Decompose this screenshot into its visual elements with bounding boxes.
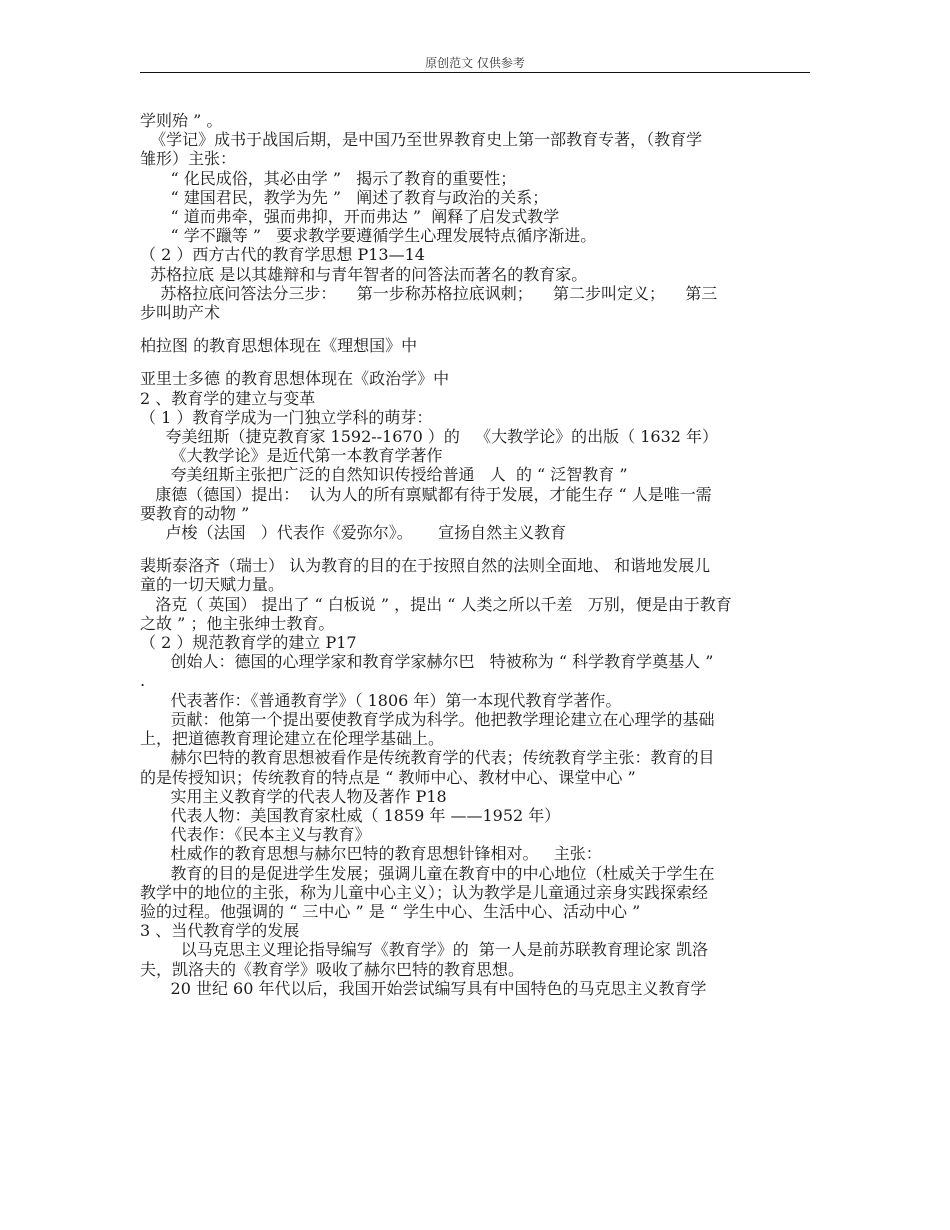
header-rule: [140, 72, 810, 73]
text-line: 亚里士多德 的教育思想体现在《政治学》中: [140, 369, 450, 389]
text-line: 卢梭（法国 ）代表作《爱弥尔》。 宣扬自然主义教育: [140, 523, 567, 543]
text-line: 童的一切天赋力量。: [140, 575, 285, 595]
text-line: 贡献：他第一个提出要使教育学成为科学。他把教学理论建立在心理学的基础: [140, 709, 715, 729]
blank-line: [140, 322, 810, 336]
text-line: 苏格拉底 是以其雄辩和与青年智者的问答法而著名的教育家。: [140, 264, 588, 284]
text-line: .: [140, 671, 146, 691]
text-line: 3 、当代教育学的发展: [140, 921, 300, 941]
text-line: 实用主义教育学的代表人物及著作 P18: [140, 786, 447, 806]
text-line: 苏格拉底问答法分三步： 第一步称苏格拉底讽刺； 第二步叫定义； 第三: [140, 283, 718, 303]
blank-line: [140, 355, 810, 369]
text-line: 20 世纪 60 年代以后，我国开始尝试编写具有中国特色的马克思主义教育学: [140, 978, 707, 998]
text-line: 代表著作：《普通教育学》（ 1806 年）第一本现代教育学著作。: [140, 690, 622, 710]
text-line: “ 建国君民，教学为先 ” 阐述了教育与政治的关系；: [140, 187, 549, 207]
text-line: 康德（德国）提出： 认为人的所有禀赋都有待于发展，才能生存 “ 人是唯一需: [140, 484, 712, 504]
text-line: 《学记》成书于战国后期，是中国乃至世界教育史上第一部教育专著，（教育学: [140, 130, 703, 150]
text-line: 上，把道德教育理论建立在伦理学基础上。: [140, 729, 445, 749]
text-line: 步叫助产术: [140, 303, 221, 323]
text-line: 教育的目的是促进学生发展；强调儿童在教育中的中心地位（杜威关于学生在: [140, 863, 715, 883]
text-line: 之故 ” ；他主张绅士教育。: [140, 613, 335, 633]
text-line: 的是传授知识；传统教育的特点是 “ 教师中心、教材中心、课堂中心 ”: [140, 767, 636, 787]
text-line: 夫，凯洛夫的《教育学》吸收了赫尔巴特的教育思想。: [140, 959, 525, 979]
text-line: 夸美纽斯主张把广泛的自然知识传授给普通 人 的 “ 泛智教育 ”: [140, 465, 628, 485]
text-line: 创始人：德国的心理学家和教育学家赫尔巴 特被称为 “ 科学教育学奠基人 ”: [140, 652, 714, 672]
text-line: “ 化民成俗，其必由学 ” 揭示了教育的重要性；: [140, 168, 517, 188]
text-line: 2 、教育学的建立与变革: [140, 388, 316, 408]
text-line: 教学中的地位的主张，称为儿童中心主义）；认为教学是儿童通过亲身实践探索经: [140, 882, 709, 902]
document-body: [140, 111, 810, 998]
text-line: 洛克（ 英国） 提出了 “ 白板说 ” ，提出 “ 人类之所以千差 万别，便是由于教育: [140, 594, 732, 614]
text-line: 验的过程。他强调的 “ 三中心 ” 是 “ 学生中心、生活中心、活动中心 ”: [140, 901, 641, 921]
text-line: （ 2 ）规范教育学的建立 P17: [140, 633, 357, 653]
text-line: 雏形）主张：: [140, 149, 237, 169]
text-line: 要教育的动物 ”: [140, 503, 250, 523]
text-line: 赫尔巴特的教育思想被看作是传统教育学的代表；传统教育学主张：教育的目: [140, 748, 715, 768]
text-line: （ 2 ）西方古代的教育学思想 P13—14: [140, 245, 425, 265]
blank-line: [140, 542, 810, 556]
text-line: “ 学不躐等 ” 要求教学要遵循学生心理发展特点循序渐进。: [140, 226, 597, 246]
text-line: 代表人物：美国教育家杜威（ 1859 年 ——1952 年）: [140, 805, 561, 825]
page-header: 原创范文 仅供参考: [425, 56, 525, 70]
text-line: “ 道而弗牵，强而弗抑，开而弗达 ” 阐释了启发式教学: [140, 207, 560, 227]
text-line: 夸美纽斯（捷克教育家 1592--1670 ）的 《大教学论》的出版（ 1632 年）: [140, 427, 719, 447]
text-line: 柏拉图 的教育思想体现在《理想国》中: [140, 336, 418, 356]
text-line: 《大教学论》是近代第一本教育学著作: [140, 446, 443, 466]
text-line: 学则殆 ” 。: [140, 111, 223, 130]
text-line: （ 1 ）教育学成为一门独立学科的萌芽：: [140, 407, 433, 427]
text-line: 代表作：《民本主义与教育》: [140, 825, 371, 845]
text-line: 裴斯泰洛齐（瑞士） 认为教育的目的在于按照自然的法则全面地、 和谐地发展儿: [140, 556, 711, 576]
text-line: 杜威作的教育思想与赫尔巴特的教育思想针锋相对。 主张：: [140, 844, 602, 864]
text-line: 以马克思主义理论指导编写《教育学》的 第一人是前苏联教育理论家 凯洛: [140, 940, 708, 960]
